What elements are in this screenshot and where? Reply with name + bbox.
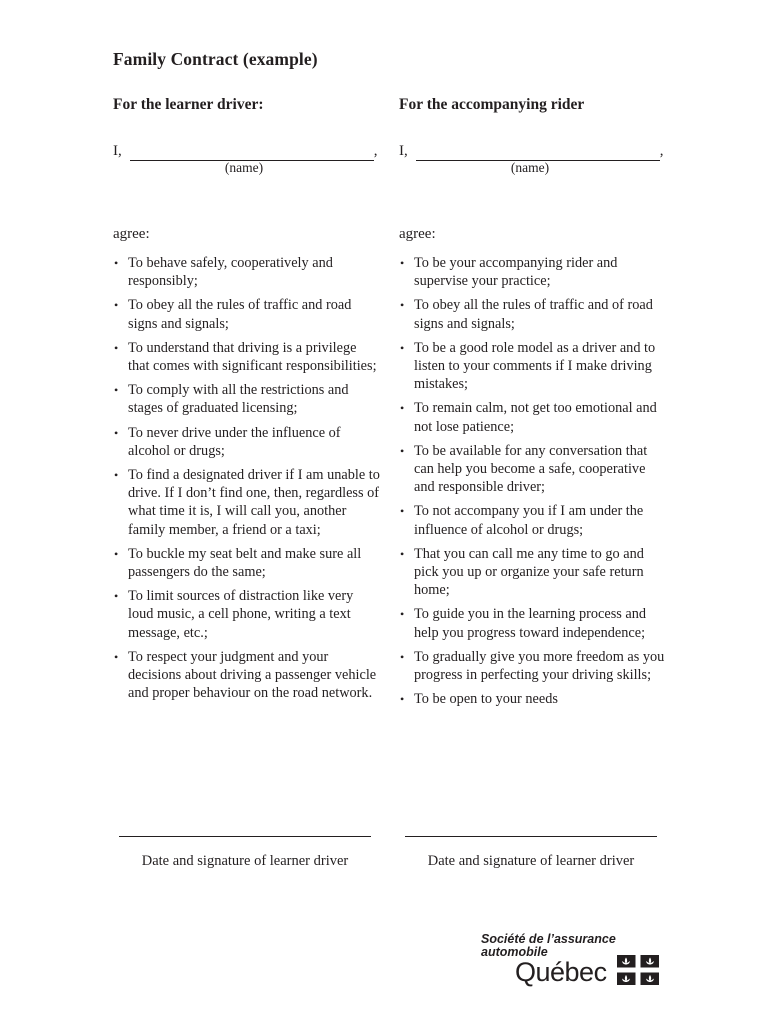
list-item: • To behave safely, cooperatively and responsibly; <box>114 255 333 290</box>
learner-agree-label: agree: <box>113 226 150 242</box>
list-item: • To respect your judgment and your decisions about driving a passenger vehicle and proper behaviour on the road network. <box>114 648 377 702</box>
bullet-icon: • <box>114 383 119 398</box>
rider-name-prefix: I, <box>399 143 408 159</box>
learner-signature-block <box>119 836 371 870</box>
bullet-icon: • <box>400 692 405 707</box>
rider-signature-block <box>405 836 657 870</box>
bullet-icon: • <box>114 298 119 313</box>
bullet-icon: • <box>400 504 405 519</box>
learner-signature-label: Date and signature of learner driver <box>141 853 349 869</box>
learner-name-prefix: I, <box>113 143 122 159</box>
learner-column <box>113 96 381 708</box>
list-item: • To obey all the rules of traffic and road signs and signals; <box>114 297 352 332</box>
learner-heading: For the learner driver: <box>113 96 264 113</box>
list-item: • To find a designated driver if I am unable to drive. If I don’t find one, then, regardless of what time it is, I will call you, another family member, a friend or a taxi; <box>114 467 380 538</box>
learner-name-caption: (name) <box>224 160 264 175</box>
document-title: Family Contract (example) <box>113 49 318 69</box>
rider-name-suffix: , <box>659 143 664 159</box>
saaq-logo <box>481 933 661 988</box>
learner-name-suffix: , <box>373 143 378 159</box>
bullet-icon: • <box>114 546 119 561</box>
bullet-icon: • <box>400 340 405 355</box>
list-item: • To be your accompanying rider and supervise your practice; <box>400 255 618 290</box>
logo-wordmark: Québec <box>515 957 607 987</box>
rider-heading: For the accompanying rider <box>399 96 585 113</box>
bullet-icon: • <box>114 589 119 604</box>
rider-signature-line[interactable] <box>405 836 657 837</box>
bullet-icon: • <box>400 649 405 664</box>
bullet-icon: • <box>114 468 119 483</box>
bullet-icon: • <box>114 425 119 440</box>
rider-name-line <box>399 141 667 161</box>
bullet-icon: • <box>400 546 405 561</box>
rider-name-caption: (name) <box>510 160 550 175</box>
bullet-icon: • <box>400 443 405 458</box>
list-item: • To understand that driving is a privilege that comes with significant responsibilities; <box>114 339 377 375</box>
rider-commitments <box>399 254 667 708</box>
list-item: • To not accompany you if I am under the influence of alcohol or drugs; <box>400 503 644 538</box>
bullet-icon: • <box>114 256 119 270</box>
fleurdelise-flag-icon <box>617 955 659 985</box>
list-item: • To gradually give you more freedom as you progress in perfecting your driving skills; <box>400 648 665 684</box>
list-item: • To be open to your needs <box>400 691 558 708</box>
bullet-icon: • <box>114 340 119 355</box>
bullet-icon: • <box>400 401 405 416</box>
list-item: • To be a good role model as a driver and to listen to your comments if I make driving mistakes; <box>400 339 656 393</box>
rider-signature-label: Date and signature of learner driver <box>427 853 635 869</box>
learner-name-line <box>113 141 381 161</box>
bullet-icon: • <box>400 256 405 270</box>
list-item: • To buckle my seat belt and make sure all passengers do the same; <box>114 545 362 581</box>
bullet-icon: • <box>400 298 405 313</box>
logo-line-1: Société de l’assurance <box>481 932 616 946</box>
bullet-icon: • <box>400 607 405 622</box>
rider-agree-label: agree: <box>399 226 436 242</box>
learner-signature-line[interactable] <box>119 836 371 837</box>
list-item: • To guide you in the learning process and help you progress toward independence; <box>400 606 647 641</box>
rider-name-blank[interactable] <box>416 146 660 161</box>
rider-column <box>399 96 667 714</box>
learner-commitments <box>113 254 381 702</box>
learner-name-blank[interactable] <box>130 146 374 161</box>
list-item: • To remain calm, not get too emotional and not lose patience; <box>400 400 657 435</box>
list-item: • To comply with all the restrictions and stages of graduated licensing; <box>114 382 349 417</box>
bullet-icon: • <box>114 649 119 664</box>
list-item: • To be available for any conversation that can help you become a safe, cooperative and responsible driver; <box>400 442 648 496</box>
list-item: • To obey all the rules of traffic and of road signs and signals; <box>400 297 653 332</box>
list-item: • To never drive under the influence of alcohol or drugs; <box>114 424 341 459</box>
list-item: • To limit sources of distraction like very loud music, a cell phone, writing a text message, etc.; <box>114 588 354 641</box>
logo-line-2: automobile <box>481 944 548 959</box>
list-item: • That you can call me any time to go and pick you up or organize your safe return home; <box>400 545 644 599</box>
